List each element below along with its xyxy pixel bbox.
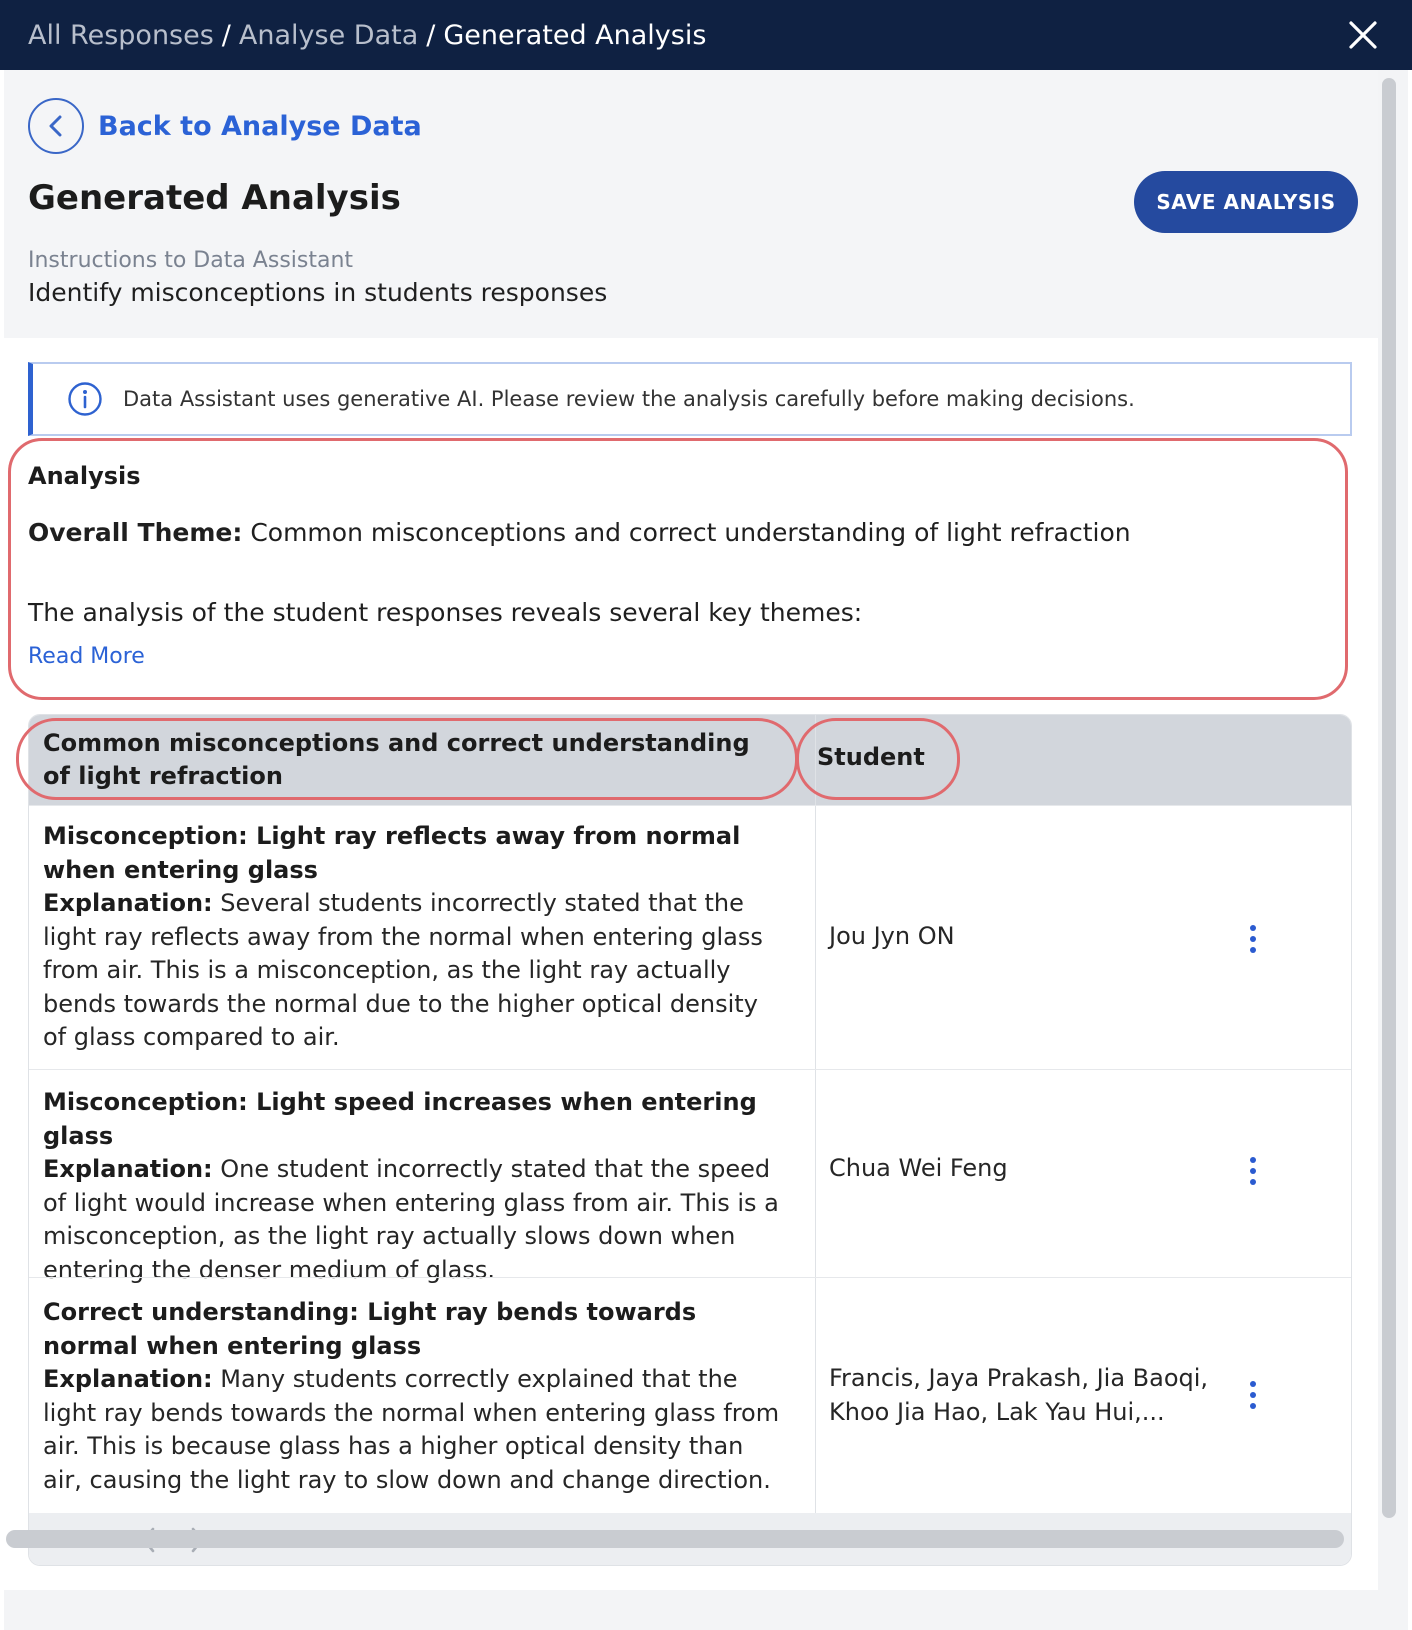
breadcrumb-all-responses[interactable]: All Responses	[28, 19, 214, 51]
row-explanation	[43, 1363, 783, 1497]
instructions-label: Instructions to Data Assistant	[28, 248, 354, 273]
back-button-circle[interactable]	[28, 98, 84, 154]
analysis-table	[28, 714, 1352, 1566]
breadcrumb-analyse-data[interactable]: Analyse Data	[238, 19, 419, 51]
page-title: Generated Analysis	[28, 178, 401, 218]
explanation-text: Several students incorrectly stated that the light ray reflects away from the normal when entering glass from air. This is a misconception, as the light ray actually bends towards the normal due to the higher optical density of glass compared to air.	[43, 889, 763, 1051]
explanation-label: Explanation:	[43, 1365, 213, 1393]
theme-cell	[43, 820, 783, 1055]
close-button[interactable]	[1344, 16, 1382, 54]
breadcrumb-separator: /	[221, 19, 231, 51]
title-bar	[0, 0, 1412, 70]
instructions-text: Identify misconceptions in students responses	[28, 278, 608, 307]
more-vertical-icon	[1241, 1376, 1265, 1416]
vertical-scrollbar[interactable]	[1382, 78, 1396, 1518]
theme-cell	[43, 1086, 783, 1287]
row-explanation	[43, 1153, 783, 1287]
row-menu-button[interactable]	[1241, 920, 1265, 960]
column-header-student[interactable]: Student	[817, 743, 925, 771]
row-menu-button[interactable]	[1241, 1376, 1265, 1416]
content-panel	[4, 70, 1378, 1590]
banner-text: Data Assistant uses generative AI. Please review the analysis carefully before making decisions.	[123, 387, 1135, 411]
breadcrumb-separator: /	[426, 19, 436, 51]
horizontal-scrollbar[interactable]	[6, 1530, 1344, 1548]
student-cell: Jou Jyn ON	[829, 922, 955, 950]
student-cell: Francis, Jaya Prakash, Jia Baoqi, Khoo Jia Hao, Lak Yau Hui,...	[829, 1364, 1209, 1426]
table-row	[29, 1277, 1352, 1513]
theme-cell	[43, 1296, 783, 1497]
row-title: Misconception: Light ray reflects away from normal when entering glass	[43, 822, 741, 884]
overall-theme-label: Overall Theme:	[28, 518, 243, 547]
analysis-intro: The analysis of the student responses reveals several key themes:	[28, 598, 863, 627]
row-menu-button[interactable]	[1241, 1152, 1265, 1192]
explanation-label: Explanation:	[43, 889, 213, 917]
overall-theme-value: Common misconceptions and correct understanding of light refraction	[250, 518, 1131, 547]
more-vertical-icon	[1241, 920, 1265, 960]
table-row	[29, 805, 1352, 1069]
row-explanation	[43, 887, 783, 1055]
ai-disclaimer-banner	[28, 362, 1352, 436]
breadcrumb-current: Generated Analysis	[443, 19, 707, 51]
explanation-text: Many students correctly explained that the light ray bends towards the normal when entering glass from air. This is because glass has a higher optical density than air, causing the light ray to slow down and change direction.	[43, 1365, 780, 1494]
close-icon	[1344, 16, 1382, 54]
header-area	[4, 70, 1378, 338]
row-title: Correct understanding: Light ray bends towards normal when entering glass	[43, 1298, 697, 1360]
row-title: Misconception: Light speed increases when entering glass	[43, 1088, 757, 1150]
column-header-theme[interactable]: Common misconceptions and correct understanding of light refraction	[43, 729, 750, 790]
more-vertical-icon	[1241, 1152, 1265, 1192]
back-to-analyse-data-link[interactable]	[28, 98, 422, 154]
column-header-highlight	[16, 718, 798, 800]
column-header-highlight	[796, 718, 960, 800]
chevron-left-icon	[44, 112, 68, 140]
read-more-link[interactable]: Read More	[28, 644, 145, 669]
dialog-frame	[4, 70, 1408, 1630]
analysis-heading: Analysis	[28, 462, 141, 490]
info-icon	[67, 381, 103, 417]
analysis-highlight	[8, 438, 1348, 700]
explanation-text: One student incorrectly stated that the speed of light would increase when entering glass from air. This is a misconception, as the light ray actually slows down when entering the denser medium of glass.	[43, 1155, 779, 1284]
explanation-label: Explanation:	[43, 1155, 213, 1183]
overall-theme	[28, 518, 1131, 547]
table-row	[29, 1069, 1352, 1284]
save-analysis-button[interactable]: SAVE ANALYSIS	[1134, 171, 1358, 233]
student-cell: Chua Wei Feng	[829, 1154, 1008, 1182]
back-link-label[interactable]: Back to Analyse Data	[98, 110, 422, 142]
